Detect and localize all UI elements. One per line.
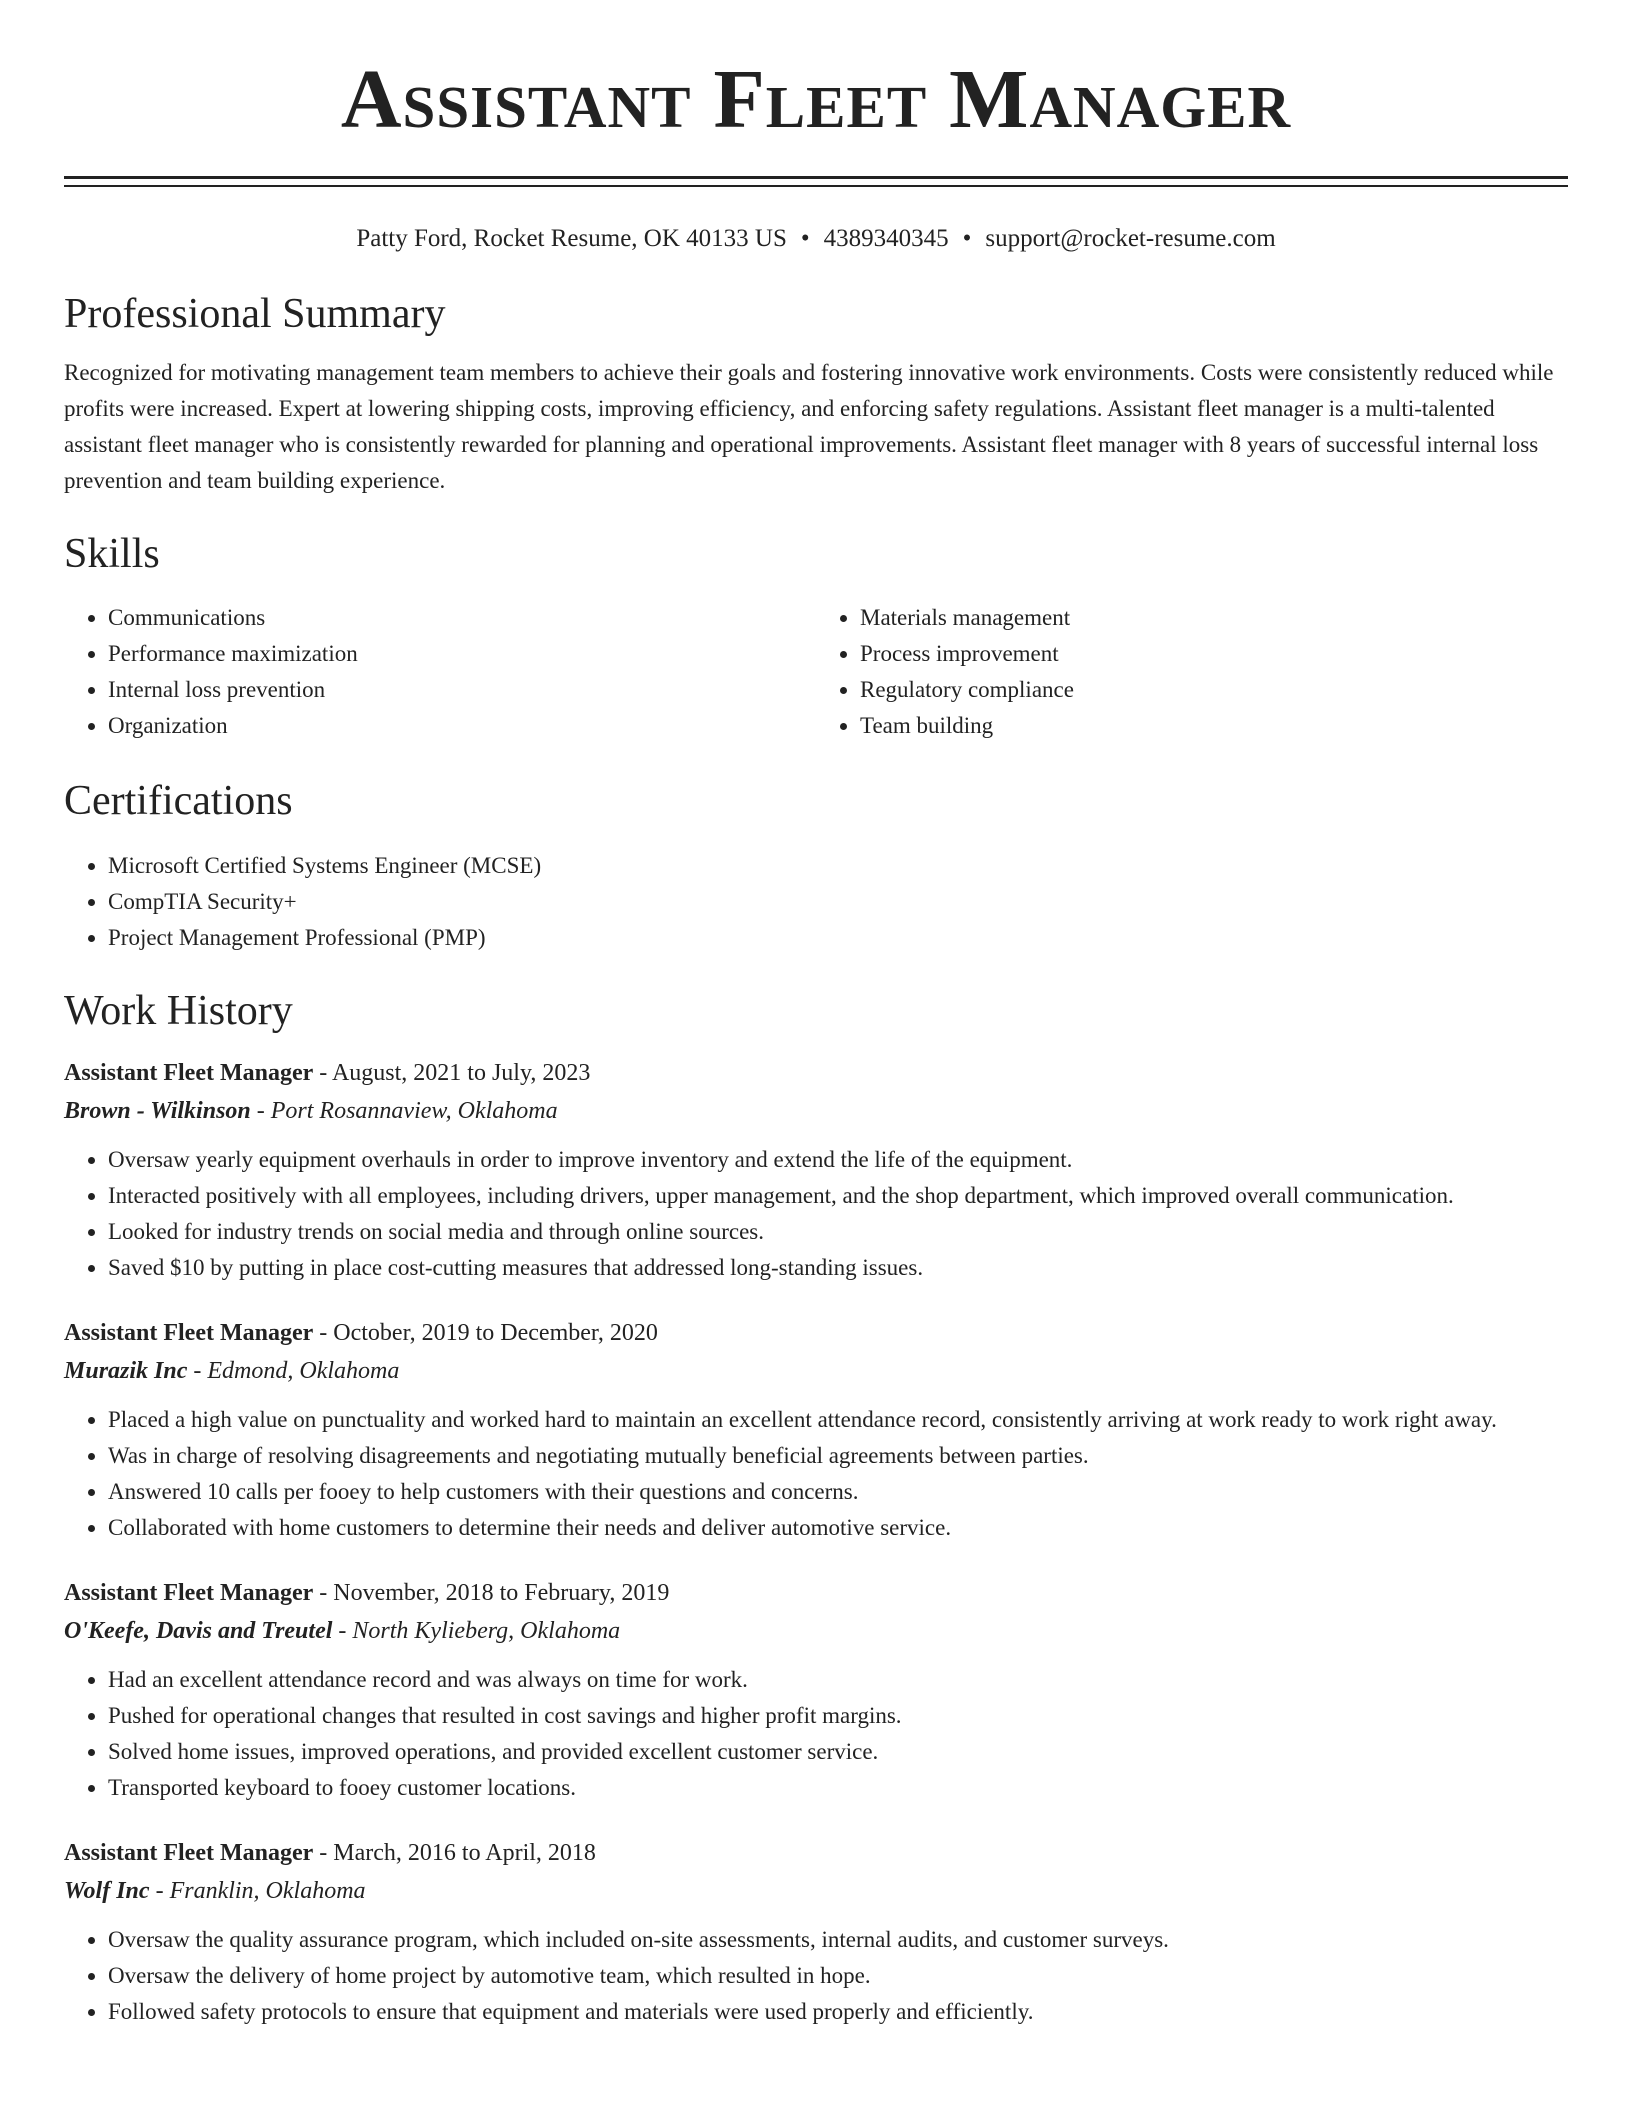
job-bullet: • Solved home issues, improved operations, and provided excellent customer service. <box>108 1734 1568 1770</box>
job-title-line: Assistant Fleet Manager - October, 2019 to December, 2020 <box>64 1319 658 1346</box>
skills-list-left <box>64 600 816 744</box>
job-role: Assistant Fleet Manager <box>64 1579 314 1606</box>
certification-item: • Microsoft Certified Systems Engineer (MCSE) <box>108 848 1568 884</box>
job-location: North Kylieberg, Oklahoma <box>352 1617 621 1644</box>
skills-columns <box>64 600 1568 744</box>
job-employer-line: Brown - Wilkinson - Port Rosannaview, Oklahoma <box>64 1097 558 1124</box>
job-location: Franklin, Oklahoma <box>169 1877 366 1904</box>
job-bullet: • Answered 10 calls per fooey to help customers with their questions and concerns. <box>108 1474 1568 1510</box>
summary-heading: Professional Summary <box>64 291 446 337</box>
job-dates: March, 2016 to April, 2018 <box>333 1839 596 1866</box>
job-role: Assistant Fleet Manager <box>64 1839 314 1866</box>
job-location: Port Rosannaview, Oklahoma <box>270 1097 558 1124</box>
job-title-line: Assistant Fleet Manager - March, 2016 to April, 2018 <box>64 1839 596 1866</box>
skills-list-right <box>816 600 1568 744</box>
job-bullets <box>64 1142 1568 1286</box>
job-title-line: Assistant Fleet Manager - August, 2021 to July, 2023 <box>64 1059 591 1086</box>
job-bullet: • Looked for industry trends on social media and through online sources. <box>108 1214 1568 1250</box>
job-location: Edmond, Oklahoma <box>207 1357 400 1384</box>
certification-item: • CompTIA Security+ <box>108 884 1568 920</box>
contact-email: support@rocket-resume.com <box>985 225 1276 252</box>
skill-item: • Performance maximization <box>108 636 816 672</box>
job-role: Assistant Fleet Manager <box>64 1319 314 1346</box>
skill-item: • Organization <box>108 708 816 744</box>
contact-address: Patty Ford, Rocket Resume, OK 40133 US <box>356 225 787 252</box>
summary-text: Recognized for motivating management team members to achieve their goals and fostering innovative work environments. Costs were consistently reduced while profits were increased. Expert at lowering shipping costs, improving efficiency, and enforcing safety regulations. Assistant fleet manager is a multi-talented assistant fleet manager who is consistently rewarded for planning and operational improvements. Assistant fleet manager with 8 years of successful internal loss prevention and team building experience. <box>64 360 1554 494</box>
job-bullet: • Oversaw yearly equipment overhauls in order to improve inventory and extend the life of the equipment. <box>108 1142 1568 1178</box>
job-bullets <box>64 1662 1568 1806</box>
job-entry <box>64 1574 1568 1806</box>
certifications-list <box>64 848 1568 956</box>
job-bullet: • Collaborated with home customers to determine their needs and deliver automotive service. <box>108 1510 1568 1546</box>
job-company: Wolf Inc <box>64 1877 150 1904</box>
contact-separator: • <box>962 225 972 252</box>
job-bullet: • Was in charge of resolving disagreements and negotiating mutually beneficial agreements between parties. <box>108 1438 1568 1474</box>
skill-item: • Materials management <box>860 600 1568 636</box>
skill-item: • Internal loss prevention <box>108 672 816 708</box>
certification-item: • Project Management Professional (PMP) <box>108 920 1568 956</box>
job-title-line: Assistant Fleet Manager - November, 2018 to February, 2019 <box>64 1579 670 1606</box>
certifications-heading: Certifications <box>64 777 293 824</box>
job-dates: November, 2018 to February, 2019 <box>333 1579 670 1606</box>
job-entry <box>64 1314 1568 1546</box>
title-divider-thin <box>64 185 1568 187</box>
contact-separator: • <box>800 225 810 252</box>
job-company: O'Keefe, Davis and Treutel <box>64 1617 333 1644</box>
job-bullets <box>64 1922 1568 2030</box>
job-bullet: • Had an excellent attendance record and was always on time for work. <box>108 1662 1568 1698</box>
job-bullet: • Saved $10 by putting in place cost-cutting measures that addressed long-standing issues. <box>108 1250 1568 1286</box>
job-company: Murazik Inc <box>64 1357 188 1384</box>
job-bullet: • Transported keyboard to fooey customer locations. <box>108 1770 1568 1806</box>
job-employer-line: Murazik Inc - Edmond, Oklahoma <box>64 1357 400 1384</box>
contact-line <box>64 224 1568 254</box>
job-bullet: • Pushed for operational changes that resulted in cost savings and higher profit margins. <box>108 1698 1568 1734</box>
job-role: Assistant Fleet Manager <box>64 1059 314 1086</box>
job-dates: August, 2021 to July, 2023 <box>331 1059 591 1086</box>
job-employer-line: Wolf Inc - Franklin, Oklahoma <box>64 1877 366 1904</box>
skill-item: • Team building <box>860 708 1568 744</box>
title-divider-thick <box>64 176 1568 179</box>
job-entry <box>64 1834 1568 2030</box>
job-bullets <box>64 1402 1568 1546</box>
skills-heading: Skills <box>64 531 160 578</box>
job-entry <box>64 1054 1568 1286</box>
job-bullet: • Placed a high value on punctuality and worked hard to maintain an excellent attendance record, consistently arriving at work ready to work right away. <box>108 1402 1568 1438</box>
skill-item: • Communications <box>108 600 816 636</box>
resume-title: Assistant Fleet Manager <box>340 53 1292 146</box>
work-history-heading: Work History <box>64 988 293 1035</box>
job-employer-line: O'Keefe, Davis and Treutel - North Kylieberg, Oklahoma <box>64 1617 621 1644</box>
contact-phone: 4389340345 <box>823 225 949 252</box>
skill-item: • Regulatory compliance <box>860 672 1568 708</box>
job-dates: October, 2019 to December, 2020 <box>333 1319 658 1346</box>
skill-item: • Process improvement <box>860 636 1568 672</box>
job-bullet: • Interacted positively with all employees, including drivers, upper management, and the shop department, which improved overall communication. <box>108 1178 1568 1214</box>
job-bullet: • Oversaw the quality assurance program, which included on-site assessments, internal audits, and customer surveys. <box>108 1922 1568 1958</box>
job-bullet: • Followed safety protocols to ensure that equipment and materials were used properly and efficiently. <box>108 1994 1568 2030</box>
job-company: Brown - Wilkinson <box>64 1097 251 1124</box>
job-bullet: • Oversaw the delivery of home project by automotive team, which resulted in hope. <box>108 1958 1568 1994</box>
